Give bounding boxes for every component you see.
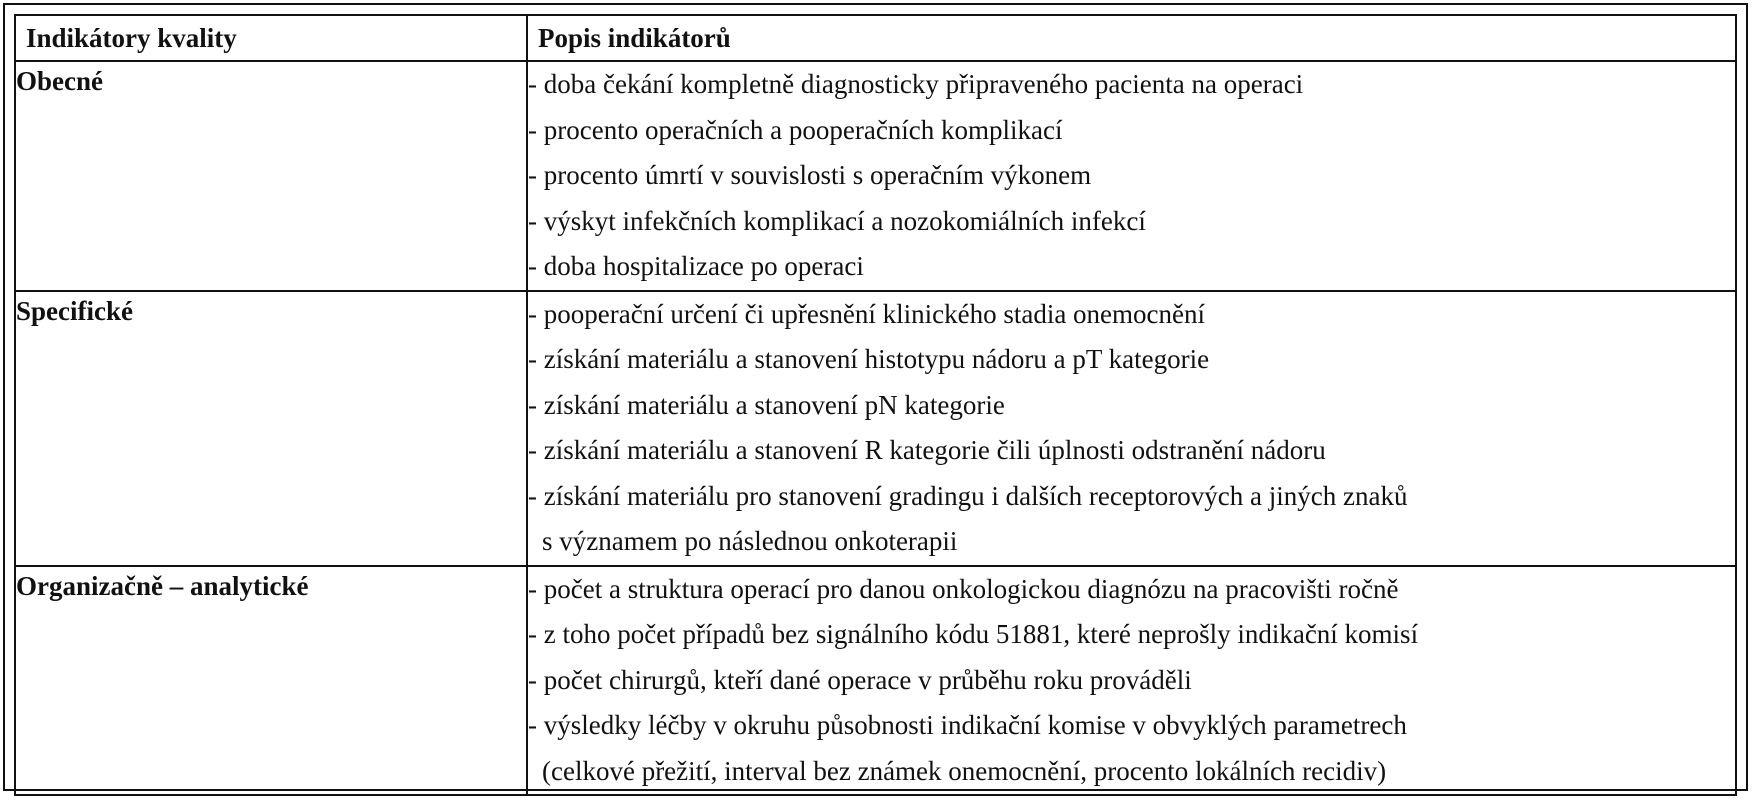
list-item bbox=[528, 244, 1735, 290]
description-line: - získání materiálu pro stanovení gradingu i dalších receptorových a jiných znaků bbox=[528, 480, 1408, 511]
description-list bbox=[528, 292, 1735, 565]
indicator-category: Specifické bbox=[15, 291, 527, 566]
list-item bbox=[528, 337, 1735, 383]
list-item bbox=[528, 62, 1735, 108]
list-item bbox=[528, 153, 1735, 199]
description-line: - počet chirurgů, kteří dané operace v průběhu roku prováděli bbox=[528, 664, 1192, 695]
header-indicators: Indikátory kvality bbox=[15, 15, 527, 61]
description-line: - získání materiálu a stanovení histotypu nádoru a pT kategorie bbox=[528, 344, 1210, 374]
description-line: - počet a struktura operací pro danou onkologickou diagnózu na pracovišti ročně bbox=[528, 573, 1399, 604]
description-line: - procento úmrtí v souvislosti s operačním výkonem bbox=[528, 160, 1092, 190]
list-item bbox=[528, 612, 1735, 658]
table-row bbox=[15, 566, 1736, 796]
description-line: - procento operačních a pooperačních komplikací bbox=[528, 114, 1063, 145]
description-line: - doba hospitalizace po operaci bbox=[528, 251, 864, 281]
description-line: - získání materiálu a stanovení R kategorie čili úplnosti odstranění nádoru bbox=[528, 435, 1326, 465]
table-header-row bbox=[15, 15, 1736, 61]
description-continuation: s významem po následnou onkoterapii bbox=[542, 526, 958, 556]
list-item bbox=[528, 383, 1735, 429]
list-item bbox=[528, 703, 1735, 794]
table-row bbox=[15, 61, 1736, 291]
list-item bbox=[528, 474, 1735, 565]
list-item bbox=[528, 567, 1735, 613]
description-line: - z toho počet případů bez signálního kódu 51881, které neprošly indikační komisí bbox=[528, 619, 1419, 649]
indicator-description bbox=[527, 566, 1736, 796]
header-description: Popis indikátorů bbox=[527, 15, 1736, 61]
indicator-description bbox=[527, 61, 1736, 291]
table-body bbox=[15, 61, 1736, 795]
list-item bbox=[528, 199, 1735, 245]
indicator-description bbox=[527, 291, 1736, 566]
list-item bbox=[528, 658, 1735, 704]
description-list bbox=[528, 567, 1735, 795]
table-row bbox=[15, 291, 1736, 566]
description-line: - doba čekání kompletně diagnosticky připraveného pacienta na operaci bbox=[528, 69, 1304, 99]
list-item bbox=[528, 292, 1735, 338]
description-line: - získání materiálu a stanovení pN kategorie bbox=[528, 389, 1005, 420]
list-item bbox=[528, 428, 1735, 474]
indicator-category: Organizačně – analytické bbox=[15, 566, 527, 796]
description-continuation: (celkové přežití, interval bez známek onemocnění, procento lokálních recidiv) bbox=[542, 755, 1387, 786]
list-item bbox=[528, 108, 1735, 154]
description-list bbox=[528, 62, 1735, 290]
description-line: - výskyt infekčních komplikací a nozokomiálních infekcí bbox=[528, 205, 1146, 236]
description-line: - pooperační určení či upřesnění klinického stadia onemocnění bbox=[528, 298, 1206, 329]
indicator-category: Obecné bbox=[15, 61, 527, 291]
description-line: - výsledky léčby v okruhu působnosti indikační komise v obvyklých parametrech bbox=[528, 710, 1407, 740]
quality-indicators-table bbox=[14, 14, 1737, 796]
